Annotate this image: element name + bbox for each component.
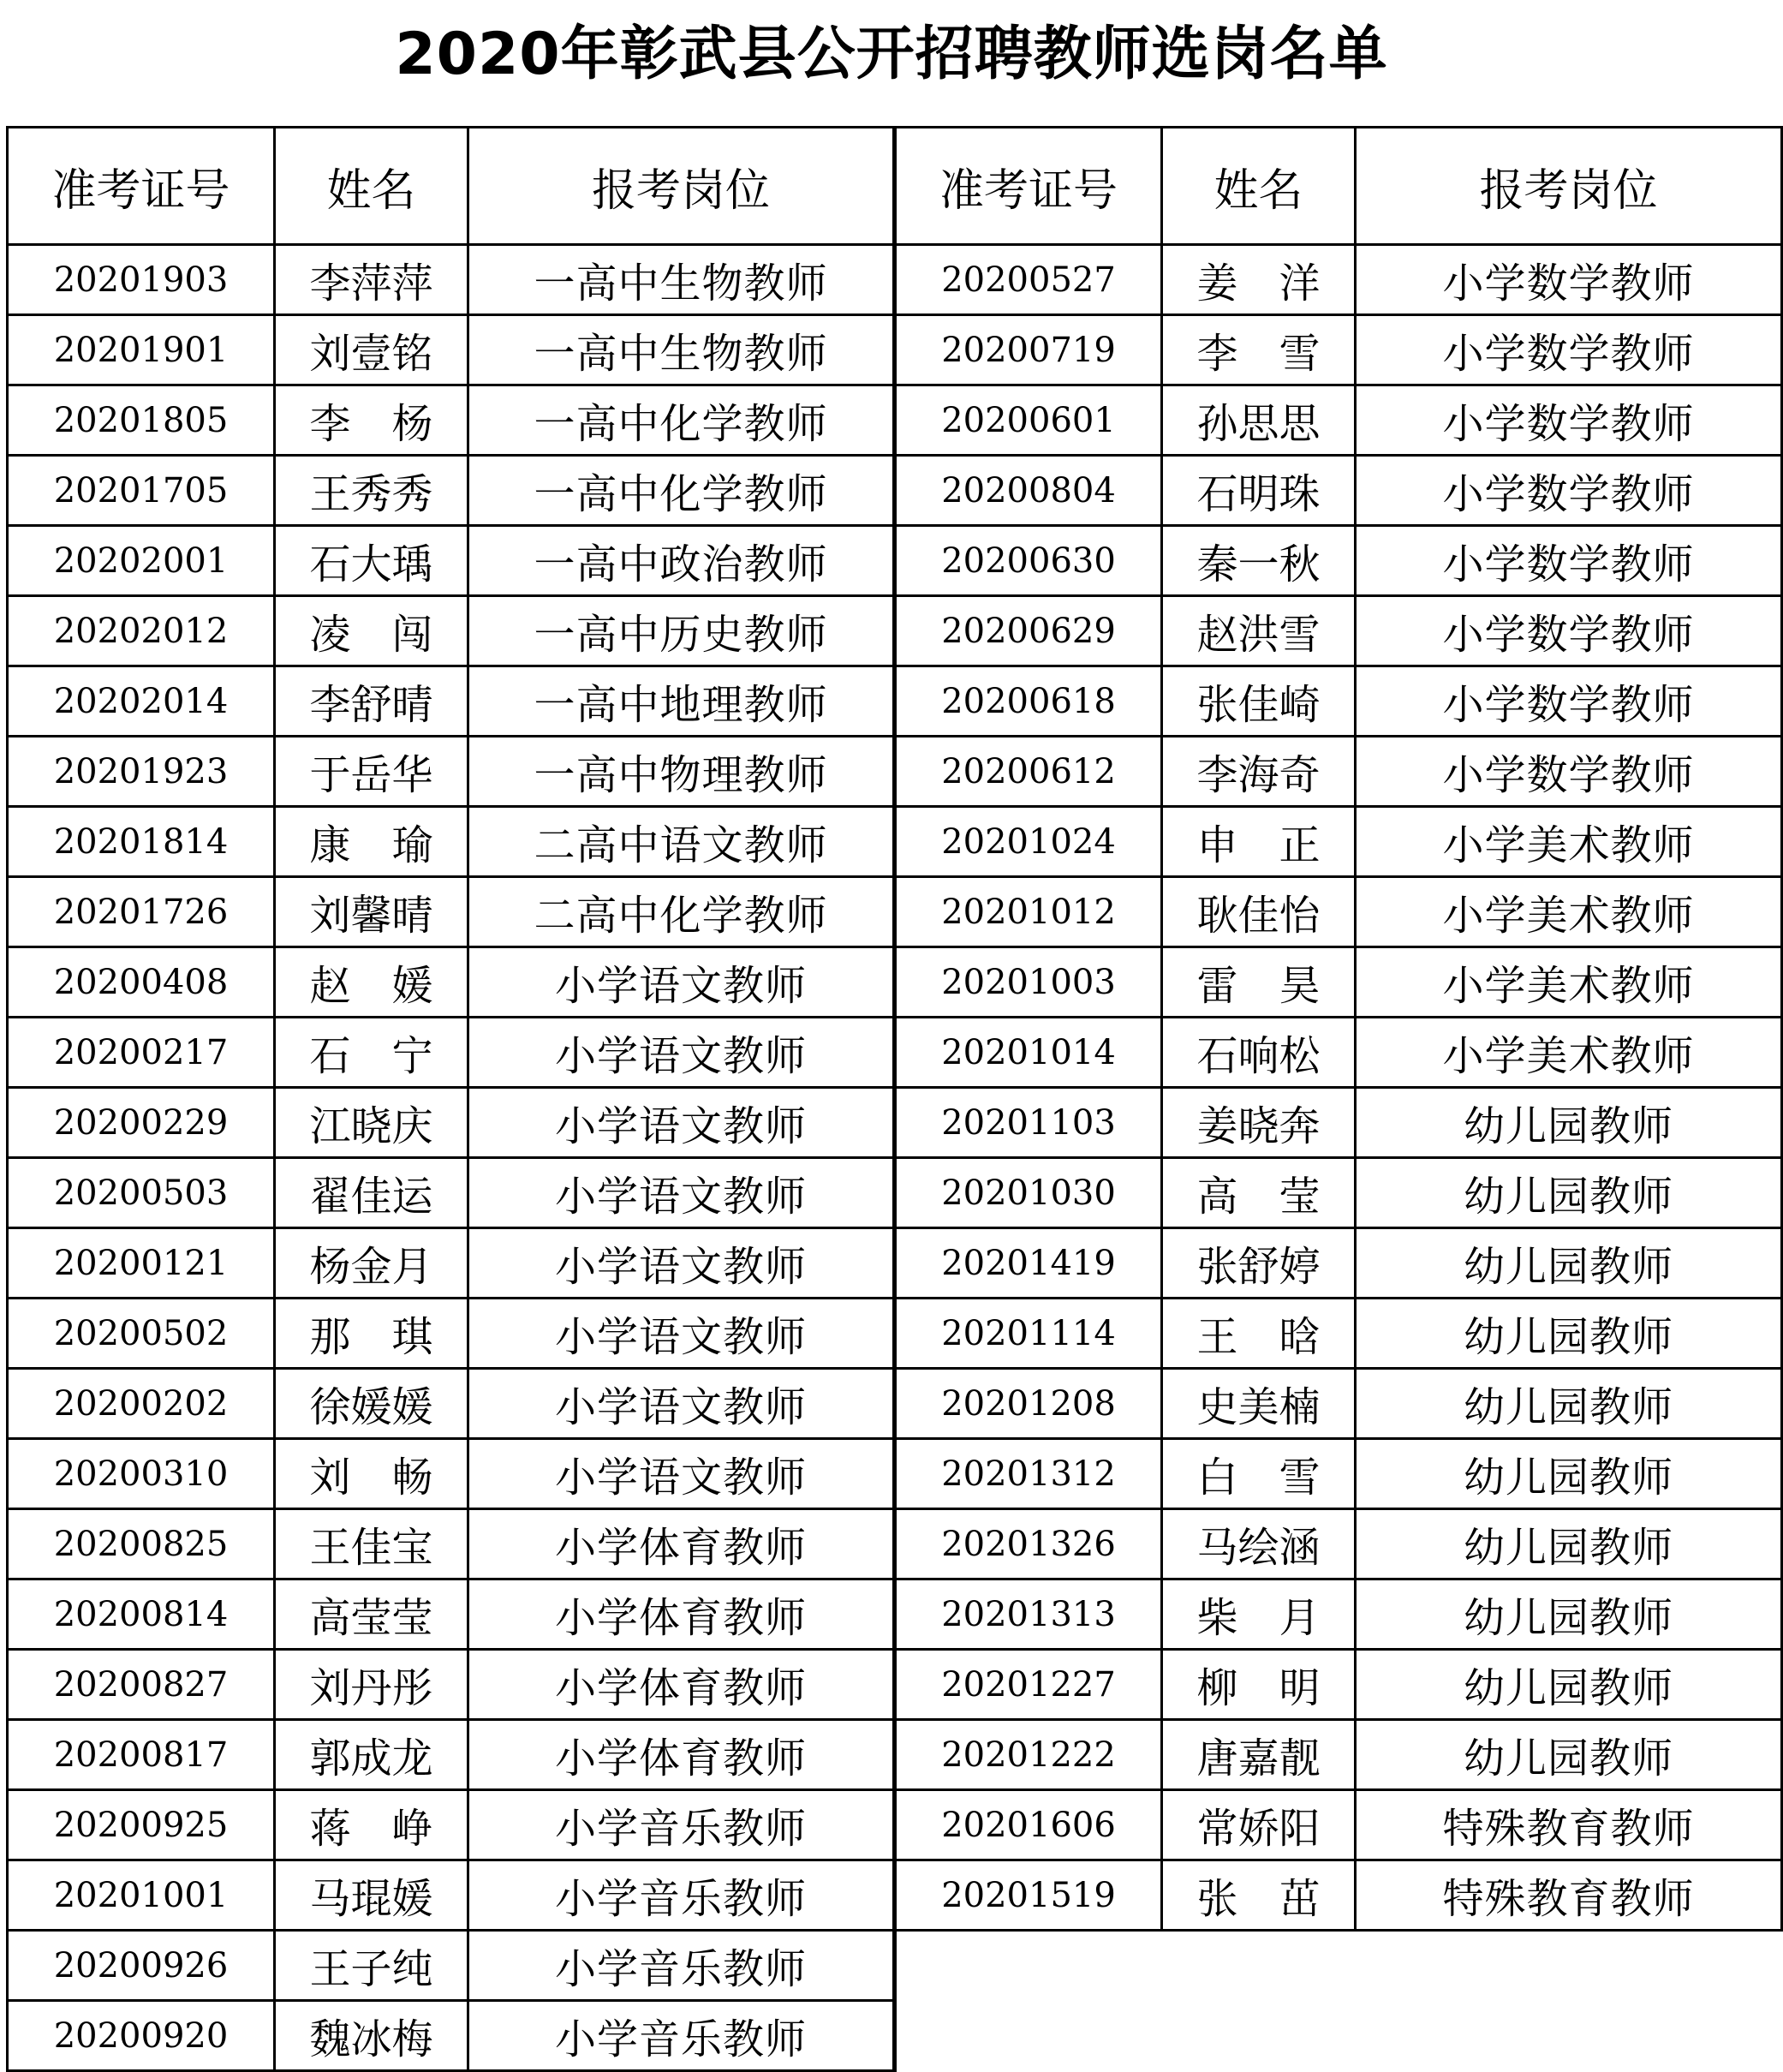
right-post-cell: 幼儿园教师 <box>1356 1439 1782 1509</box>
left-post-cell: 小学语文教师 <box>468 1439 895 1509</box>
table-row <box>8 666 1782 737</box>
left-exam-id-cell: 20201814 <box>8 807 275 877</box>
table-row <box>8 1931 1782 2001</box>
page-title: 2020年彰武县公开招聘教师选岗名单 <box>395 21 1388 88</box>
table-row <box>8 1299 1782 1369</box>
left-exam-id-cell: 20200310 <box>8 1439 275 1509</box>
left-name-cell: 于岳华 <box>275 737 468 807</box>
right-post-cell: 小学数学教师 <box>1356 456 1782 526</box>
roster-table-container <box>6 126 1783 2072</box>
right-empty-cell <box>1162 2001 1356 2071</box>
left-post-cell: 小学语文教师 <box>468 1299 895 1369</box>
left-post-cell: 二高中语文教师 <box>468 807 895 877</box>
left-post-cell: 小学音乐教师 <box>468 1790 895 1860</box>
left-post-cell: 一高中物理教师 <box>468 737 895 807</box>
left-name-cell: 石 宁 <box>275 1018 468 1088</box>
left-name-cell: 李 杨 <box>275 385 468 456</box>
left-name-cell: 江晓庆 <box>275 1088 468 1158</box>
right-name-cell: 张佳崎 <box>1162 666 1356 737</box>
table-row <box>8 877 1782 947</box>
right-exam-id-cell: 20201227 <box>895 1650 1162 1720</box>
left-exam-id-cell: 20201726 <box>8 877 275 947</box>
left-name-cell: 李萍萍 <box>275 245 468 315</box>
left-exam-id-cell: 20200825 <box>8 1509 275 1579</box>
right-empty-cell <box>895 2001 1162 2071</box>
left-exam-id-cell: 20200817 <box>8 1720 275 1790</box>
table-row <box>8 526 1782 596</box>
right-empty-cell <box>1162 1931 1356 2001</box>
left-name-cell: 王佳宝 <box>275 1509 468 1579</box>
left-post-cell: 小学音乐教师 <box>468 1931 895 2001</box>
header-name-right: 姓名 <box>1162 128 1356 245</box>
right-name-cell: 张 茁 <box>1162 1860 1356 1931</box>
right-name-cell: 张舒婷 <box>1162 1228 1356 1299</box>
table-row <box>8 1369 1782 1439</box>
right-post-cell: 小学数学教师 <box>1356 737 1782 807</box>
right-post-cell: 小学数学教师 <box>1356 245 1782 315</box>
left-exam-id-cell: 20200121 <box>8 1228 275 1299</box>
table-row <box>8 737 1782 807</box>
left-exam-id-cell: 20201923 <box>8 737 275 807</box>
left-exam-id-cell: 20201001 <box>8 1860 275 1931</box>
right-post-cell: 小学数学教师 <box>1356 526 1782 596</box>
left-name-cell: 郭成龙 <box>275 1720 468 1790</box>
table-row <box>8 2001 1782 2071</box>
roster-body <box>8 245 1782 2071</box>
left-post-cell: 一高中化学教师 <box>468 456 895 526</box>
right-post-cell: 幼儿园教师 <box>1356 1509 1782 1579</box>
table-row <box>8 1439 1782 1509</box>
left-name-cell: 刘 畅 <box>275 1439 468 1509</box>
right-name-cell: 姜 洋 <box>1162 245 1356 315</box>
right-exam-id-cell: 20201606 <box>895 1790 1162 1860</box>
header-post-left: 报考岗位 <box>468 128 895 245</box>
right-name-cell: 雷 昊 <box>1162 947 1356 1018</box>
right-empty-cell <box>1356 1931 1782 2001</box>
right-post-cell: 幼儿园教师 <box>1356 1299 1782 1369</box>
left-exam-id-cell: 20202001 <box>8 526 275 596</box>
right-exam-id-cell: 20201519 <box>895 1860 1162 1931</box>
left-name-cell: 魏冰梅 <box>275 2001 468 2071</box>
left-exam-id-cell: 20200229 <box>8 1088 275 1158</box>
table-row <box>8 807 1782 877</box>
left-name-cell: 凌 闯 <box>275 596 468 666</box>
right-name-cell: 柳 明 <box>1162 1650 1356 1720</box>
right-name-cell: 柴 月 <box>1162 1579 1356 1650</box>
right-empty-cell <box>1356 2001 1782 2071</box>
right-exam-id-cell: 20201024 <box>895 807 1162 877</box>
right-name-cell: 王 晗 <box>1162 1299 1356 1369</box>
left-post-cell: 小学音乐教师 <box>468 2001 895 2071</box>
header-name-left: 姓名 <box>275 128 468 245</box>
left-exam-id-cell: 20200925 <box>8 1790 275 1860</box>
right-name-cell: 唐嘉靓 <box>1162 1720 1356 1790</box>
left-exam-id-cell: 20201805 <box>8 385 275 456</box>
right-name-cell: 李 雪 <box>1162 315 1356 385</box>
left-exam-id-cell: 20200217 <box>8 1018 275 1088</box>
right-exam-id-cell: 20200629 <box>895 596 1162 666</box>
table-row <box>8 1579 1782 1650</box>
right-post-cell: 小学美术教师 <box>1356 1018 1782 1088</box>
left-post-cell: 小学语文教师 <box>468 1158 895 1228</box>
table-row <box>8 1860 1782 1931</box>
table-row <box>8 1088 1782 1158</box>
right-post-cell: 小学美术教师 <box>1356 877 1782 947</box>
right-name-cell: 耿佳怡 <box>1162 877 1356 947</box>
left-name-cell: 蒋 峥 <box>275 1790 468 1860</box>
table-row <box>8 456 1782 526</box>
left-post-cell: 小学语文教师 <box>468 1018 895 1088</box>
right-exam-id-cell: 20201012 <box>895 877 1162 947</box>
right-exam-id-cell: 20200612 <box>895 737 1162 807</box>
table-row <box>8 596 1782 666</box>
left-name-cell: 赵 媛 <box>275 947 468 1018</box>
left-exam-id-cell: 20202012 <box>8 596 275 666</box>
left-name-cell: 刘丹彤 <box>275 1650 468 1720</box>
left-name-cell: 王子纯 <box>275 1931 468 2001</box>
right-empty-cell <box>895 1931 1162 2001</box>
table-row <box>8 1509 1782 1579</box>
left-exam-id-cell: 20201705 <box>8 456 275 526</box>
right-post-cell: 幼儿园教师 <box>1356 1650 1782 1720</box>
left-post-cell: 小学音乐教师 <box>468 1860 895 1931</box>
left-post-cell: 小学语文教师 <box>468 1369 895 1439</box>
header-post-right: 报考岗位 <box>1356 128 1782 245</box>
left-exam-id-cell: 20200503 <box>8 1158 275 1228</box>
right-post-cell: 幼儿园教师 <box>1356 1088 1782 1158</box>
right-exam-id-cell: 20200804 <box>895 456 1162 526</box>
left-name-cell: 翟佳运 <box>275 1158 468 1228</box>
right-exam-id-cell: 20200601 <box>895 385 1162 456</box>
table-row <box>8 1650 1782 1720</box>
right-name-cell: 马绘涵 <box>1162 1509 1356 1579</box>
right-exam-id-cell: 20201103 <box>895 1088 1162 1158</box>
right-post-cell: 幼儿园教师 <box>1356 1369 1782 1439</box>
right-exam-id-cell: 20201419 <box>895 1228 1162 1299</box>
left-name-cell: 那 琪 <box>275 1299 468 1369</box>
right-post-cell: 小学数学教师 <box>1356 666 1782 737</box>
left-name-cell: 李舒晴 <box>275 666 468 737</box>
right-name-cell: 高 莹 <box>1162 1158 1356 1228</box>
table-row <box>8 1158 1782 1228</box>
right-post-cell: 小学美术教师 <box>1356 947 1782 1018</box>
right-exam-id-cell: 20201003 <box>895 947 1162 1018</box>
right-name-cell: 申 正 <box>1162 807 1356 877</box>
right-name-cell: 史美楠 <box>1162 1369 1356 1439</box>
table-row <box>8 1228 1782 1299</box>
left-post-cell: 一高中生物教师 <box>468 315 895 385</box>
right-post-cell: 小学数学教师 <box>1356 596 1782 666</box>
left-exam-id-cell: 20202014 <box>8 666 275 737</box>
header-exam-id-right: 准考证号 <box>895 128 1162 245</box>
left-exam-id-cell: 20200408 <box>8 947 275 1018</box>
right-name-cell: 秦一秋 <box>1162 526 1356 596</box>
left-post-cell: 一高中政治教师 <box>468 526 895 596</box>
left-post-cell: 小学体育教师 <box>468 1650 895 1720</box>
right-exam-id-cell: 20201312 <box>895 1439 1162 1509</box>
right-exam-id-cell: 20200527 <box>895 245 1162 315</box>
left-name-cell: 马琨媛 <box>275 1860 468 1931</box>
header-row <box>8 128 1782 245</box>
left-name-cell: 高莹莹 <box>275 1579 468 1650</box>
left-post-cell: 小学体育教师 <box>468 1579 895 1650</box>
left-name-cell: 王秀秀 <box>275 456 468 526</box>
left-post-cell: 小学语文教师 <box>468 947 895 1018</box>
table-row <box>8 385 1782 456</box>
left-exam-id-cell: 20201901 <box>8 315 275 385</box>
left-post-cell: 一高中历史教师 <box>468 596 895 666</box>
header-exam-id-left: 准考证号 <box>8 128 275 245</box>
right-name-cell: 白 雪 <box>1162 1439 1356 1509</box>
left-name-cell: 康 瑜 <box>275 807 468 877</box>
table-row <box>8 315 1782 385</box>
left-exam-id-cell: 20200814 <box>8 1579 275 1650</box>
table-row <box>8 1720 1782 1790</box>
right-post-cell: 特殊教育教师 <box>1356 1860 1782 1931</box>
right-name-cell: 石响松 <box>1162 1018 1356 1088</box>
left-name-cell: 徐媛媛 <box>275 1369 468 1439</box>
table-row <box>8 245 1782 315</box>
right-exam-id-cell: 20201030 <box>895 1158 1162 1228</box>
right-name-cell: 李海奇 <box>1162 737 1356 807</box>
left-exam-id-cell: 20200202 <box>8 1369 275 1439</box>
right-name-cell: 姜晓奔 <box>1162 1088 1356 1158</box>
roster-table <box>6 126 1783 2072</box>
left-name-cell: 石大瑀 <box>275 526 468 596</box>
right-exam-id-cell: 20201222 <box>895 1720 1162 1790</box>
right-exam-id-cell: 20201313 <box>895 1579 1162 1650</box>
right-exam-id-cell: 20200630 <box>895 526 1162 596</box>
right-post-cell: 小学数学教师 <box>1356 385 1782 456</box>
right-exam-id-cell: 20201208 <box>895 1369 1162 1439</box>
left-post-cell: 小学语文教师 <box>468 1228 895 1299</box>
right-exam-id-cell: 20201114 <box>895 1299 1162 1369</box>
left-name-cell: 刘馨晴 <box>275 877 468 947</box>
left-post-cell: 一高中化学教师 <box>468 385 895 456</box>
left-post-cell: 一高中地理教师 <box>468 666 895 737</box>
right-exam-id-cell: 20200719 <box>895 315 1162 385</box>
table-row <box>8 947 1782 1018</box>
left-post-cell: 小学语文教师 <box>468 1088 895 1158</box>
right-name-cell: 赵洪雪 <box>1162 596 1356 666</box>
left-exam-id-cell: 20201903 <box>8 245 275 315</box>
left-post-cell: 二高中化学教师 <box>468 877 895 947</box>
right-exam-id-cell: 20201326 <box>895 1509 1162 1579</box>
table-row <box>8 1018 1782 1088</box>
table-row <box>8 1790 1782 1860</box>
left-name-cell: 杨金月 <box>275 1228 468 1299</box>
right-exam-id-cell: 20200618 <box>895 666 1162 737</box>
left-exam-id-cell: 20200920 <box>8 2001 275 2071</box>
right-post-cell: 幼儿园教师 <box>1356 1579 1782 1650</box>
left-exam-id-cell: 20200827 <box>8 1650 275 1720</box>
right-post-cell: 幼儿园教师 <box>1356 1158 1782 1228</box>
left-exam-id-cell: 20200502 <box>8 1299 275 1369</box>
right-post-cell: 幼儿园教师 <box>1356 1720 1782 1790</box>
right-post-cell: 幼儿园教师 <box>1356 1228 1782 1299</box>
right-name-cell: 常娇阳 <box>1162 1790 1356 1860</box>
left-name-cell: 刘壹铭 <box>275 315 468 385</box>
right-exam-id-cell: 20201014 <box>895 1018 1162 1088</box>
left-exam-id-cell: 20200926 <box>8 1931 275 2001</box>
right-post-cell: 特殊教育教师 <box>1356 1790 1782 1860</box>
right-post-cell: 小学美术教师 <box>1356 807 1782 877</box>
left-post-cell: 小学体育教师 <box>468 1720 895 1790</box>
right-post-cell: 小学数学教师 <box>1356 315 1782 385</box>
right-name-cell: 石明珠 <box>1162 456 1356 526</box>
left-post-cell: 小学体育教师 <box>468 1509 895 1579</box>
right-name-cell: 孙思思 <box>1162 385 1356 456</box>
left-post-cell: 一高中生物教师 <box>468 245 895 315</box>
